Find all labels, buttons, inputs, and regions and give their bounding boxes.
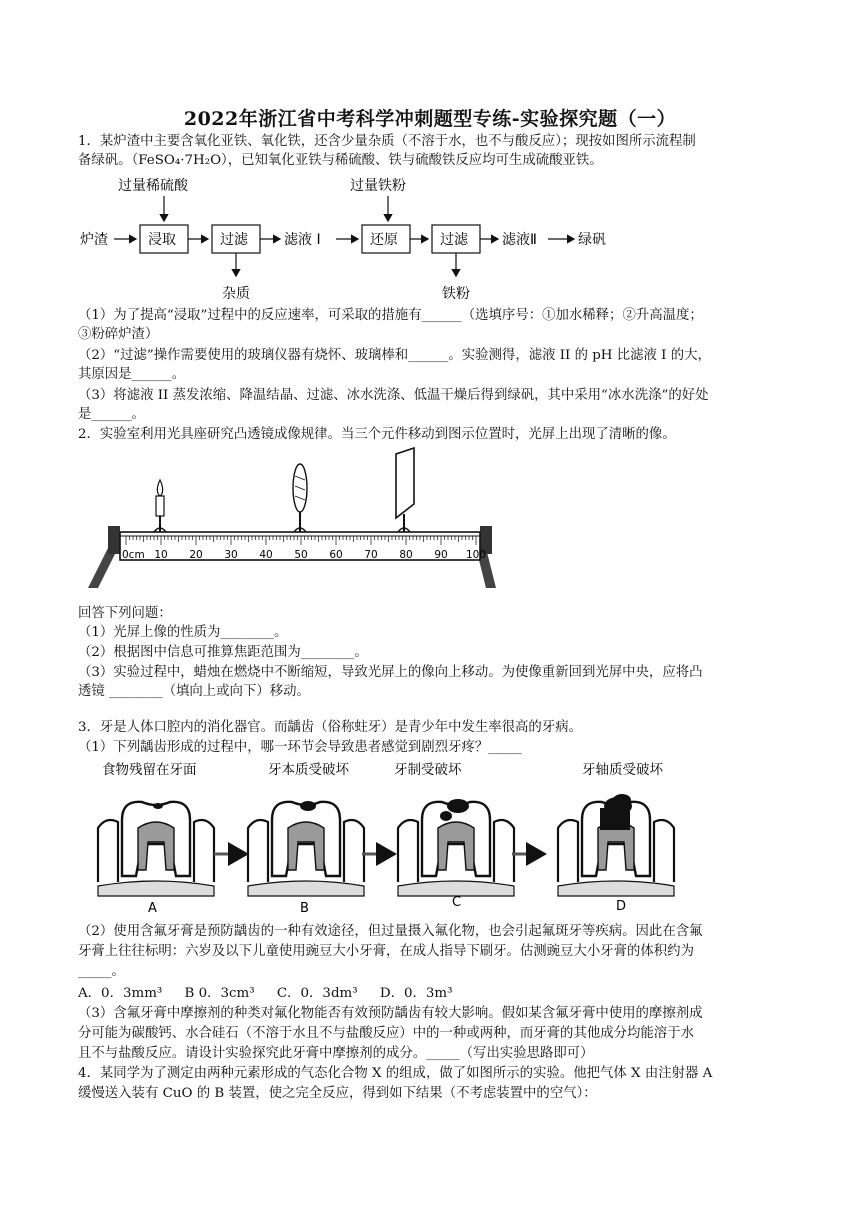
q3-sub1: （1）下列龋齿形成的过程中，哪一环节会导致患者感觉到剧烈牙疼？_____ (78, 740, 522, 755)
flow-box-leach-label: 浸取 (148, 232, 176, 248)
ruler-label: 80 (399, 549, 413, 561)
light-screen (396, 448, 414, 532)
q3-option-b: B 0．3cm³ (184, 986, 255, 1001)
q4-line1: 4．某同学为了测定由两种元素形成的气态化合物 X 的组成，做了如图所示的实验。他把气体 X 由注射器 A (78, 1066, 713, 1081)
side-tooth (398, 820, 418, 882)
ruler-label: 30 (224, 549, 238, 561)
flow-start: 炉渣 (80, 232, 108, 248)
tooth-letter-c: C (452, 895, 462, 910)
tooth-pulp (438, 822, 474, 870)
q1-stem-line2: 备绿矾。（FeSO₄·7H₂O），已知氧化亚铁与稀硫酸、铁与硫酸铁反应均可生成硫酸亚铁。 (78, 153, 603, 168)
side-tooth (558, 820, 578, 882)
ruler-label: 20 (189, 549, 203, 561)
side-tooth (494, 820, 514, 882)
tooth-stage (398, 799, 514, 896)
optical-bench-figure (84, 444, 496, 594)
q2-sub3-line2: 透镜 ________（填向上或向下）移动。 (78, 684, 310, 699)
decay-spot (153, 803, 163, 809)
flow-box-filter2-label: 过滤 (440, 232, 468, 248)
ruler-label: 60 (329, 549, 343, 561)
side-tooth (248, 820, 268, 882)
q3-option-c: C．0．3dm³ (276, 986, 358, 1001)
decay-spot (300, 801, 316, 811)
flow-mid-filtrate1: 滤液 I (284, 232, 321, 248)
ruler-label: 90 (434, 549, 448, 561)
gum (98, 881, 214, 896)
flow-box-reduce-label: 还原 (370, 232, 398, 248)
bench-end-left (108, 526, 120, 554)
q1-sub2-line1: （2）“过滤”操作需要使用的玻璃仪器有烧怀、玻璃棒和______。实验测得，滤液 II 的 pH 比滤液 I 的大， (78, 348, 711, 363)
q1-flow-diagram (78, 172, 638, 304)
tooth-caption-c: 牙制受破坏 (394, 762, 462, 778)
decay-spot (447, 799, 469, 813)
q1-stem-line1: 1．某炉渣中主要含氧化亚铁、氧化铁，还含少量杂质（不溶于水，也不与酸反应）；现按如图所示流程制 (78, 134, 696, 149)
q3-options (78, 984, 578, 1003)
ruler-label: 100 (465, 549, 487, 561)
tooth-caption-a: 食物残留在牙面 (102, 762, 197, 778)
gum (398, 881, 514, 896)
q1-sub3-line2: 是______。 (78, 407, 145, 422)
candle-body (156, 496, 164, 516)
flow-end-product: 绿矾 (578, 232, 606, 248)
ruler-label: 0cm (122, 549, 145, 561)
q3-sub2-line2: 牙膏上往往标明：六岁及以下儿童使用豌豆大小牙膏，在成人指导下刷牙。估测豌豆大小牙膏的体积约为 (78, 944, 694, 959)
q3-stem: 3．牙是人体口腔内的消化器官。而龋齿（俗称蛀牙）是青少年中发生率很高的牙病。 (78, 720, 582, 735)
q1-sub2-line2: 其原因是______。 (78, 367, 186, 382)
q3-sub3-line1: （3）含氟牙膏中摩擦剂的种类对氟化物能否有效预防龋齿有较大影响。假如某含氟牙膏中使用的摩擦剂成 (78, 1006, 703, 1021)
tooth-pulp (138, 822, 174, 870)
side-tooth (194, 820, 214, 882)
q1-sub3-line1: （3）将滤液 II 蒸发浓缩、降温结晶、过滤、冰水洗涤、低温干燥后得到绿矾，其中采用“冰水洗涤”的好处 (78, 388, 709, 403)
q3-sub2-line3: _____。 (78, 964, 125, 979)
convex-lens (293, 464, 307, 532)
side-tooth (654, 820, 674, 882)
tooth-decay-figure (96, 758, 696, 918)
q4-line2: 缓慢送入装有 CuO 的 B 装置，使之完全反应，得到如下结果（不考虑装置中的空气）： (78, 1086, 597, 1101)
page-title: 2022年浙江省中考科学冲刺题型专练-实验探究题（一） (183, 108, 677, 130)
flow-bottom-iron: 铁粉 (442, 286, 470, 302)
q3-option-d: D．0．3m³ (379, 986, 453, 1001)
tooth-letter-a: A (148, 901, 157, 916)
ruler-label: 10 (154, 549, 168, 561)
q3-sub2-line1: （2）使用含氟牙膏是预防龋齿的一种有效途径，但过量摄入氟化物，也会引起氟斑牙等疾病。因此在含氟 (78, 924, 703, 939)
tooth-illustrations (98, 794, 674, 896)
flow-top-label-iron: 过量铁粉 (350, 178, 406, 194)
flow-box-filter1-label: 过滤 (220, 232, 248, 248)
tooth-caption-d: 牙轴质受破坏 (582, 762, 663, 778)
ruler-label: 40 (259, 549, 273, 561)
q1-sub1-line1: （1）为了提高“浸取”过程中的反应速率，可采取的措施有______（选填序号：①加水稀释；②升高温度； (78, 308, 703, 323)
q3-option-a: A．0．3mm³ (78, 986, 163, 1001)
decay-spot (613, 794, 631, 806)
tooth-letter-b: B (300, 901, 309, 916)
side-tooth (98, 820, 118, 882)
candle-flame (157, 480, 162, 496)
gum (248, 881, 364, 896)
q3-sub3-line3: 且不与盐酸反应。请设计实验探究此牙膏中摩擦剂的成分。_____（写出实验思路即可） (78, 1046, 594, 1061)
tooth-stage (558, 794, 674, 896)
q2-sub2: （2）根据图中信息可推算焦距范围为________。 (78, 645, 368, 660)
flow-bottom-impurity: 杂质 (222, 286, 250, 302)
gum (558, 881, 674, 896)
ruler-label: 50 (294, 549, 308, 561)
flow-top-label-acid: 过量稀硫酸 (118, 178, 188, 194)
q2-stem: 2．实验室利用光具座研究凸透镜成像规律。当三个元件移动到图示位置时，光屏上出现了清晰的像。 (78, 427, 676, 442)
tooth-stage (98, 802, 214, 896)
tooth-caption-b: 牙本质受破坏 (268, 762, 349, 778)
q2-sub1: （1）光屏上像的性质为________。 (78, 625, 288, 640)
tooth-stage (248, 801, 364, 896)
q1-sub1-line2: ③粉碎炉渣） (78, 327, 159, 342)
decay-spot (600, 808, 630, 830)
tooth-pulp (288, 822, 324, 870)
ruler-label: 70 (364, 549, 378, 561)
tooth-letter-d: D (616, 899, 627, 914)
candle (154, 480, 166, 532)
q2-intro: 回答下列问题： (78, 606, 172, 621)
q3-sub3-line2: 分可能为碳酸钙、水合硅石（不溶于水且不与盐酸反应）中的一种或两种，而牙膏的其他成分均能溶于水 (78, 1026, 694, 1041)
q2-sub3-line1: （3）实验过程中，蜡烛在燃烧中不断缩短，导致光屏上的像向上移动。为使像重新回到光屏中央，应将凸 (78, 665, 703, 680)
screen-panel (396, 448, 414, 518)
side-tooth (344, 820, 364, 882)
flow-end-filtrate2: 滤液Ⅱ (502, 232, 537, 248)
decay-spot (440, 811, 452, 821)
